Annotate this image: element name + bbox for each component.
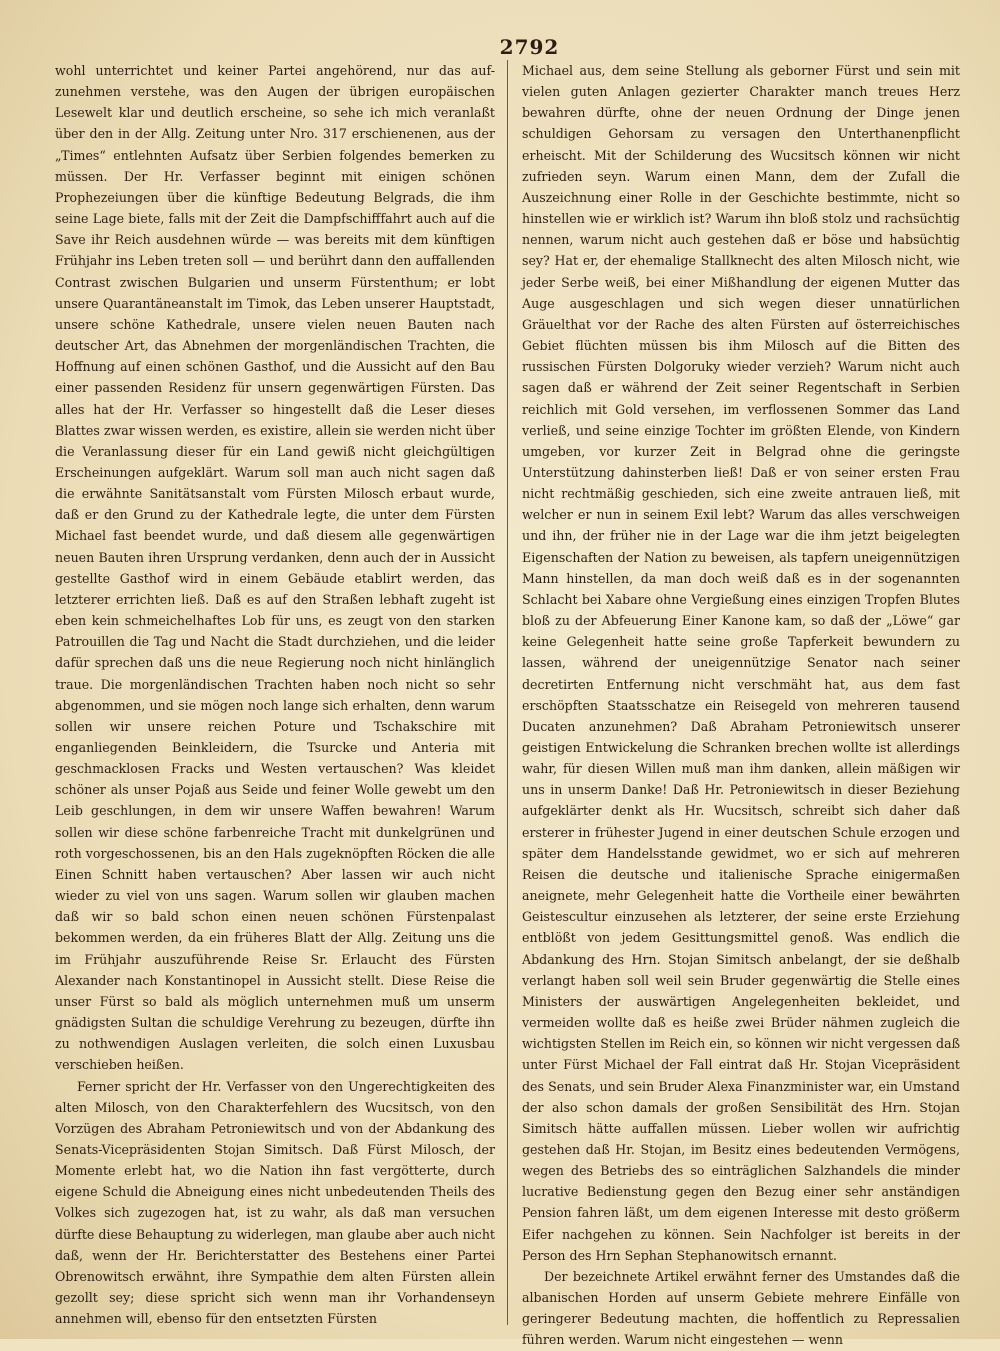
column-divider: [507, 60, 508, 1325]
text-columns: [55, 60, 964, 1348]
right-paragraph-1: Michael aus, dem seine Stellung als geborner Fürst und sein mit vielen guten Anlagen gezierter Charakter manch treues Herz bewahren dürfte, ohne der neuen Ordnung der Dinge jenen schuldigen Gehorsam zu versagen den Unterthanenpflicht erheischt. Mit der Schilderung des Wucsitsch können wir nicht zufrieden seyn. Warum einen Mann, dem der Zufall die Auszeichnung einer Rolle in der Geschichte bestimmte, nicht so hinstellen wie er wirklich ist? Warum ihn bloß stolz und rachsüchtig nennen, warum nicht auch gestehen daß er böse und habsüchtig sey? Hat er, der ehemalige Stallknecht des alten Milosch nicht, wie jeder Serbe weiß, bei einer Mißhandlung der eigenen Mutter das Auge ausgeschlagen und sich wegen dieser unnatürlichen Gräuelthat vor der Rache des alten Fürsten auf österreichisches Gebiet flüchten müssen bis ihm Milosch auf die Bitten des russischen Fürsten Dolgoruky wieder verzieh? Warum nicht auch sagen daß er während der Zeit seiner Regentschaft in Serbien reichlich mit Gold versehen, im verflossenen Sommer das Land verließ, und seine einzige Tochter im größten Elende, von Kindern umgeben, vor kurzer Zeit in Belgrad ohne die geringste Unterstützung dahinsterben ließ! Daß er von seiner ersten Frau nicht rechtmäßig geschieden, sich eine zweite antrauen ließ, mit welcher er nun in seinem Exil lebt? Warum das alles verschweigen und ihn, der früher nie in der Lage war die ihm jetzt beigelegten Eigenschaften der Nation zu beweisen, als tapfern uneigennützigen Mann hinstellen, da man doch weiß daß es in der sogenannten Schlacht bei Xabare ohne Vergießung eines einzigen Tropfen Blutes bloß zu der Abfeuerung Einer Kanone kam, so daß der „Löwe“ gar keine Gelegenheit hatte seine große Tapferkeit bewundern zu lassen, während der uneigennützige Senator nach seiner decretirten Entfernung nicht verschmäht hat, aus dem fast erschöpften Staatsschatze ein Reisegeld von mehreren tausend Ducaten anzunehmen? Daß Abraham Petroniewitsch unserer geistigen Entwickelung die Schranken brechen wollte ist allerdings wahr, für diesen Willen muß man ihm danken, allein mäßigen wir uns in unserm Danke! Daß Hr. Petroniewitsch in dieser Beziehung aufgeklärter denkt als Hr. Wucsitsch, schreibt sich daher daß ersterer in frühester Jugend in einer deutschen Schule erzogen und später dem Handelsstande gewidmet, wo er sich auf mehreren Reisen die deutsche und italienische Sprache einigermaßen aneignete, mehr Gelegenheit hatte die Vortheile einer bewährten Geistescultur einzusehen als letzterer, der seine erste Erziehung entblößt von jedem Gesittungsmittel genoß. Was endlich die Abdankung des Hrn. Stojan Simitsch anbelangt, der sie deßhalb verlangt haben soll weil sein Bruder gegenwärtig die Stelle eines Ministers der auswärtigen Angelegenheiten bekleidet, und vermeiden wollte daß es heiße zwei Brüder nähmen zugleich die wichtigsten Stellen im Reich ein, so können wir nicht vergessen daß unter Fürst Michael der Fall eintrat daß Hr. Stojan Vicepräsident des Senats, und sein Bruder Alexa Finanzminister war, ein Umstand der also schon damals der großen Sensibilität des Hrn. Stojan Simitsch hätte auffallen müssen. Lieber wollen wir aufrichtig gestehen daß Hr. Stojan, im Besitz eines bedeutenden Vermögens, wegen des Betriebs des so einträglichen Salzhandels die minder lucrative Bedienstung gegen den Bezug einer sehr anständigen Pension fahren läßt, um dem eigenen Interesse mit desto größerm Eifer nachgehen zu können. Sein Nachfolger ist bereits in der Person des Hrn Sephan Stephanowitsch ernannt.: [522, 63, 960, 1263]
left-paragraph-2: Ferner spricht der Hr. Verfasser von den Ungerechtigkeiten des alten Milosch, von den Charakterfehlern des Wucsitsch, von den Vorzügen des Abraham Petroniewitsch und von der Abdankung des Senats-Vicepräsidenten Stojan Simitsch. Daß Fürst Milosch, der Momente erlebt hat, wo die Nation ihn fast vergötterte, durch eigene Schuld die Abneigung eines nicht unbedeutenden Theils des Volkes sich zugezogen hat, ist zu wahr, als daß man versuchen dürfte diese Behauptung zu widerlegen, man glaube aber auch nicht daß, wenn der Hr. Berichterstatter des Bestehens einer Partei Obrenowitsch erwähnt, ihre Sympathie dem alten Fürsten allein gezollt sey; diese spricht sich wenn man ihr Vorhandenseyn annehmen will, ebenso für den entsetzten Fürsten: [55, 1078, 495, 1327]
right-column: [510, 60, 960, 1348]
right-paragraph-2: Der bezeichnete Artikel erwähnt ferner des Umstandes daß die albanischen Horden auf unserm Gebiete mehrere Einfälle von geringerer Bedeutung machten, die hoffentlich zu Repressalien führen werden. Warum nicht eingestehen — wenn: [522, 1268, 960, 1348]
left-column: [55, 60, 505, 1325]
left-paragraph-1: wohl unterrichtet und keiner Partei angehörend, nur das auf-zunehmen verstehe, was den Augen der übrigen europäischen Lesewelt klar und deutlich erscheine, so sehe ich mich veranlaßt über den in der Allg. Zeitung unter Nro. 317 erschienenen, aus der „Times“ entlehnten Aufsatz über Serbien folgendes bemerken zu müssen. Der Hr. Verfasser beginnt mit einigen schönen Prophezeiungen über die künftige Bedeutung Belgrads, die ihm seine Lage biete, falls mit der Zeit die Dampfschifffahrt auch auf die Save ihr Reich ausdehnen würde — was bereits mit dem künftigen Frühjahr ins Leben treten soll — und berührt dann den auffallenden Contrast zwischen Bulgarien und unserm Fürstenthum; er lobt unsere Quarantäneanstalt im Timok, das Leben unserer Hauptstadt, unsere schöne Kathedrale, unsere vielen neuen Bauten nach deutscher Art, das Abnehmen der morgenländischen Trachten, die Hoffnung auf einen schönen Gasthof, und die Aussicht auf den Bau einer passenden Residenz für unsern gegenwärtigen Fürsten. Das alles hat der Hr. Verfasser so hingestellt daß die Leser dieses Blattes zwar wissen werden, es existire, allein sie werden nicht über die Veranlassung dieser für ein Land gewiß nicht gleichgültigen Erscheinungen aufgeklärt. Warum soll man auch nicht sagen daß die erwähnte Sanitätsanstalt vom Fürsten Milosch erbaut wurde, daß er den Grund zu der Kathedrale legte, die unter dem Fürsten Michael fast beendet wurde, und daß diesem alle gegenwärtigen neuen Bauten ihren Ursprung verdanken, denn auch der in Aussicht gestellte Gasthof wird in einem Gebäude etablirt werden, das letzterer errichten ließ. Daß es auf den Straßen lebhaft zugeht ist eben kein schmeichelhaftes Lob für uns, es zeugt von den starken Patrouillen die Tag und Nacht die Stadt durchziehen, und die leider dafür sprechen daß uns die neue Regierung noch nicht hinlänglich traue. Die morgenländischen Trachten haben noch nicht so sehr abgenommen, und sie mögen noch lange sich erhalten, denn warum sollen wir unsere reichen Poture und Tschakschire mit enganliegenden Beinkleidern, die Tsurcke und Anteria mit geschmacklosen Fracks und Westen vertauschen? Was kleidet schöner als unser Pojaß aus Seide und feiner Wolle gewebt um den Leib geschlungen, in dem wir unsere Waffen bewahren! Warum sollen wir diese schöne farbenreiche Tracht mit dunkelgrünen und roth vorgeschossenen, bis an den Hals zugeknöpften Röcken die alle Einen Schnitt haben vertauschen? Aber lassen wir auch nicht wieder zu viel von uns sagen. Warum sollen wir glauben machen daß wir so bald schon einen neuen schönen Fürstenpalast bekommen werden, da ein früheres Blatt der Allg. Zeitung uns die im Frühjahr auszuführende Reise Sr. Erlaucht des Fürsten Alexander nach Konstantinopel in Aussicht stellt. Diese Reise die unser Fürst so bald als möglich unternehmen muß um unserm gnädigsten Sultan die schuldige Verehrung zu bezeugen, dürfte ihn zu nothwendigen Auslagen verleiten, die solch einen Luxusbau verschieben heißen.: [55, 63, 495, 1073]
page-number: 2792: [499, 35, 560, 59]
